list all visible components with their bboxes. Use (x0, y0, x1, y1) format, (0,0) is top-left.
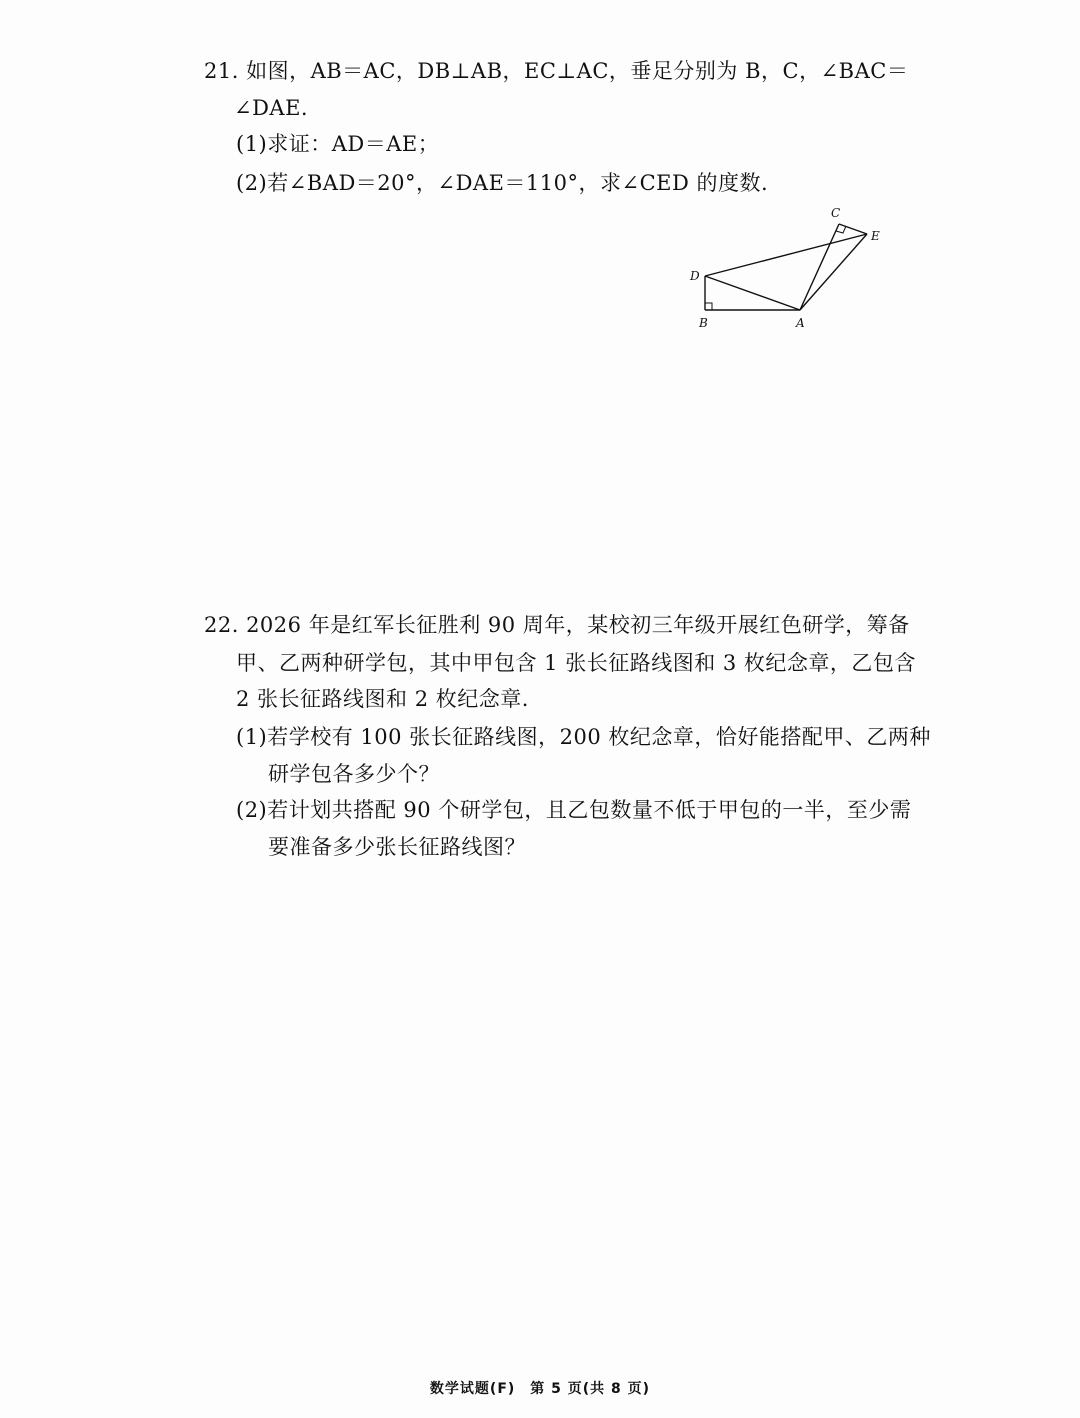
segment-ae (800, 234, 867, 310)
label-d: D (690, 269, 700, 283)
segment-ac (800, 224, 839, 310)
segment-de (705, 234, 867, 276)
q22-part1-line1: (1)若学校有 100 张长征路线图，200 枚纪念章，恰好能搭配甲、乙两种 (236, 725, 931, 749)
q21-geometry-figure (680, 200, 900, 340)
label-c: C (831, 206, 841, 220)
q22-part2-line2: 要准备多少张长征路线图？ (268, 835, 526, 859)
right-angle-mark-b (705, 303, 712, 310)
label-b: B (699, 316, 708, 330)
q21-stem-line1: 21. 如图，AB＝AC，DB⊥AB，EC⊥AC，垂足分别为 B，C，∠BAC＝ (204, 59, 909, 83)
q21-part2: (2)若∠BAD＝20°，∠DAE＝110°，求∠CED 的度数. (236, 171, 769, 195)
label-a: A (796, 316, 805, 330)
q21-part1: (1)求证：AD＝AE； (236, 132, 440, 156)
q22-stem-line1: 22. 2026 年是红军长征胜利 90 周年，某校初三年级开展红色研学，筹备 (204, 613, 910, 637)
segment-da (705, 276, 800, 310)
label-e: E (871, 229, 880, 243)
q21-stem-line2: ∠DAE. (234, 96, 309, 120)
q22-stem-line3: 2 张长征路线图和 2 枚纪念章. (236, 687, 529, 711)
page-footer: 数学试题(F) 第 5 页(共 8 页) (429, 1381, 651, 1397)
q21-figure-svg (680, 200, 900, 340)
q22-part1-line2: 研学包各多少个？ (268, 762, 440, 786)
q22-stem-line2: 甲、乙两种研学包，其中甲包含 1 张长征路线图和 3 枚纪念章，乙包含 (236, 651, 916, 675)
q22-part2-line1: (2)若计划共搭配 90 个研学包，且乙包数量不低于甲包的一半，至少需 (236, 798, 912, 822)
